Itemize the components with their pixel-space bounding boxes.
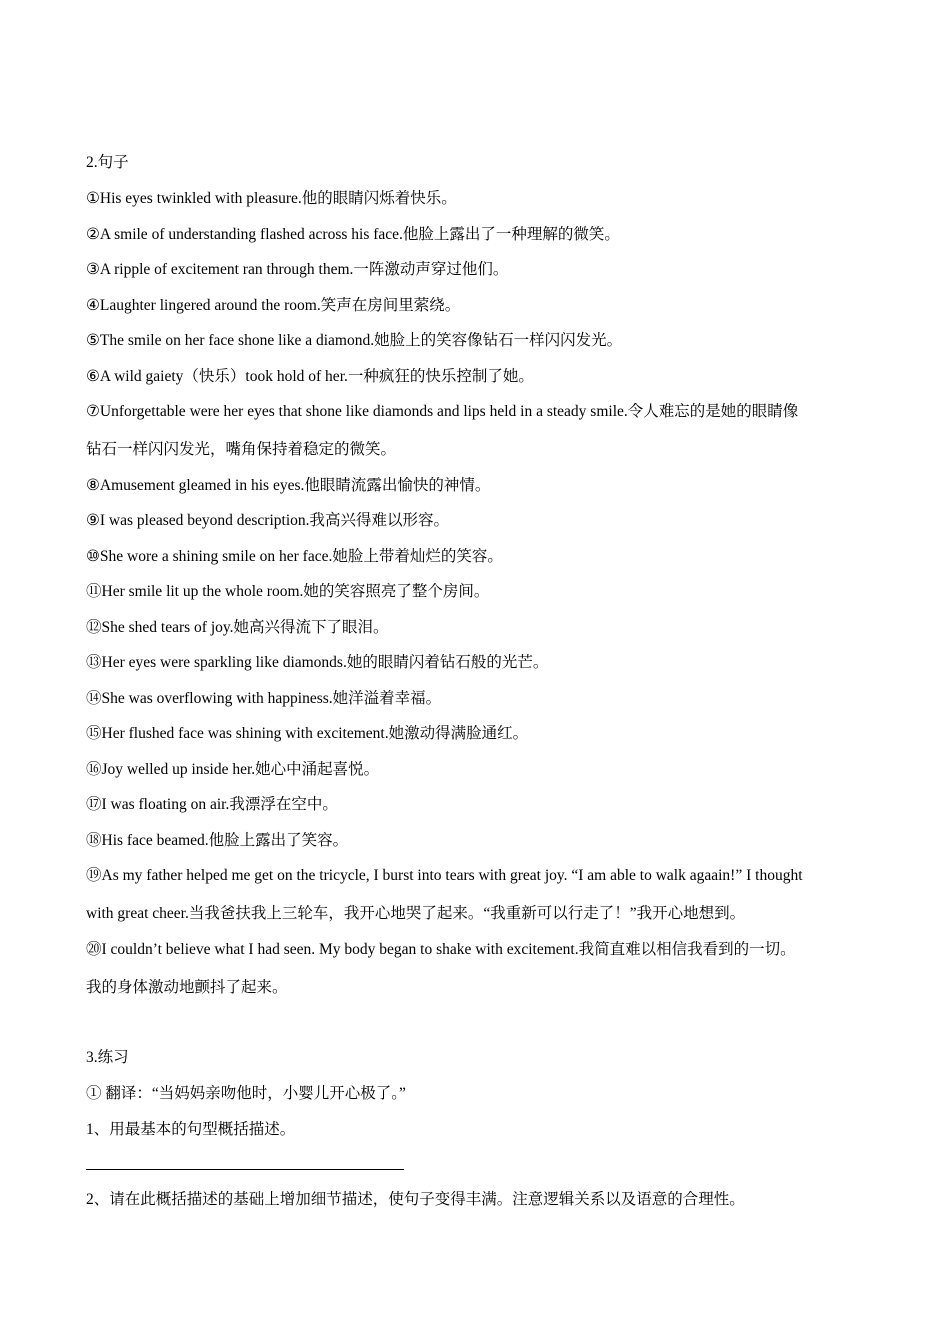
sentence-line: ⑨I was pleased beyond description.我高兴得难以形容。	[86, 512, 450, 529]
sentence-line: ⑰I was floating on air.我漂浮在空中。	[86, 796, 338, 813]
sentence-line: ⑪Her smile lit up the whole room.她的笑容照亮了整个房间。	[86, 583, 490, 600]
sentence-line: ⑮Her flushed face was shining with excitement.她激动得满脸通红。	[86, 725, 529, 742]
sentence-line: ④Laughter lingered around the room.笑声在房间里萦绕。	[86, 297, 461, 314]
exercise-prompt: ① 翻译：“当妈妈亲吻他时，小婴儿开心极了。”	[86, 1085, 406, 1102]
sentence-line: ⑳I couldn’t believe what I had seen. My body began to shake with excitement.我简直难以相信我看到的一切。	[86, 941, 796, 958]
sentence-line: ⑩She wore a shining smile on her face.她脸上带着灿烂的笑容。	[86, 548, 503, 565]
sentence-line: ⑲As my father helped me get on the tricycle, I burst into tears with great joy. “I am able to walk agaain!” I thought	[86, 867, 803, 884]
sentence-line: ⑥A wild gaiety（快乐）took hold of her.一种疯狂的快乐控制了她。	[86, 368, 534, 385]
sentence-line-continued: 钻石一样闪闪发光，嘴角保持着稳定的微笑。	[86, 441, 397, 458]
sentence-line: ③A ripple of excitement ran through them.一阵激动声穿过他们。	[86, 261, 509, 278]
sentence-line: ⑬Her eyes were sparkling like diamonds.她的眼睛闪着钻石般的光芒。	[86, 654, 549, 671]
sentence-line: ②A smile of understanding flashed across his face.他脸上露出了一种理解的微笑。	[86, 226, 620, 243]
exercise-task-1: 1、用最基本的句型概括描述。	[86, 1121, 296, 1138]
exercise-task-2: 2、请在此概括描述的基础上增加细节描述，使句子变得丰满。注意逻辑关系以及语意的合理性。	[86, 1191, 745, 1208]
answer-blank-line	[86, 1169, 404, 1170]
section-3-heading: 3.练习	[86, 1049, 129, 1066]
sentence-line: ⑫She shed tears of joy.她高兴得流下了眼泪。	[86, 619, 389, 636]
sentence-line: ⑤The smile on her face shone like a diamond.她脸上的笑容像钻石一样闪闪发光。	[86, 332, 623, 349]
sentence-line: ①His eyes twinkled with pleasure.他的眼睛闪烁着快乐。	[86, 190, 457, 207]
section-2-heading: 2.句子	[86, 154, 129, 171]
sentence-line-continued: 我的身体激动地颤抖了起来。	[86, 979, 288, 996]
sentence-line-continued: with great cheer.当我爸扶我上三轮车，我开心地哭了起来。“我重新可以行走了！”我开心地想到。	[86, 905, 746, 922]
sentence-line: ⑧Amusement gleamed in his eyes.他眼睛流露出愉快的神情。	[86, 477, 491, 494]
sentence-line: ⑱His face beamed.他脸上露出了笑容。	[86, 832, 349, 849]
sentence-line: ⑯Joy welled up inside her.她心中涌起喜悦。	[86, 761, 380, 778]
sentence-line: ⑭She was overflowing with happiness.她洋溢着幸福。	[86, 690, 442, 707]
sentence-line: ⑦Unforgettable were her eyes that shone like diamonds and lips held in a steady smile.令人难忘的是她的眼睛像	[86, 403, 799, 420]
